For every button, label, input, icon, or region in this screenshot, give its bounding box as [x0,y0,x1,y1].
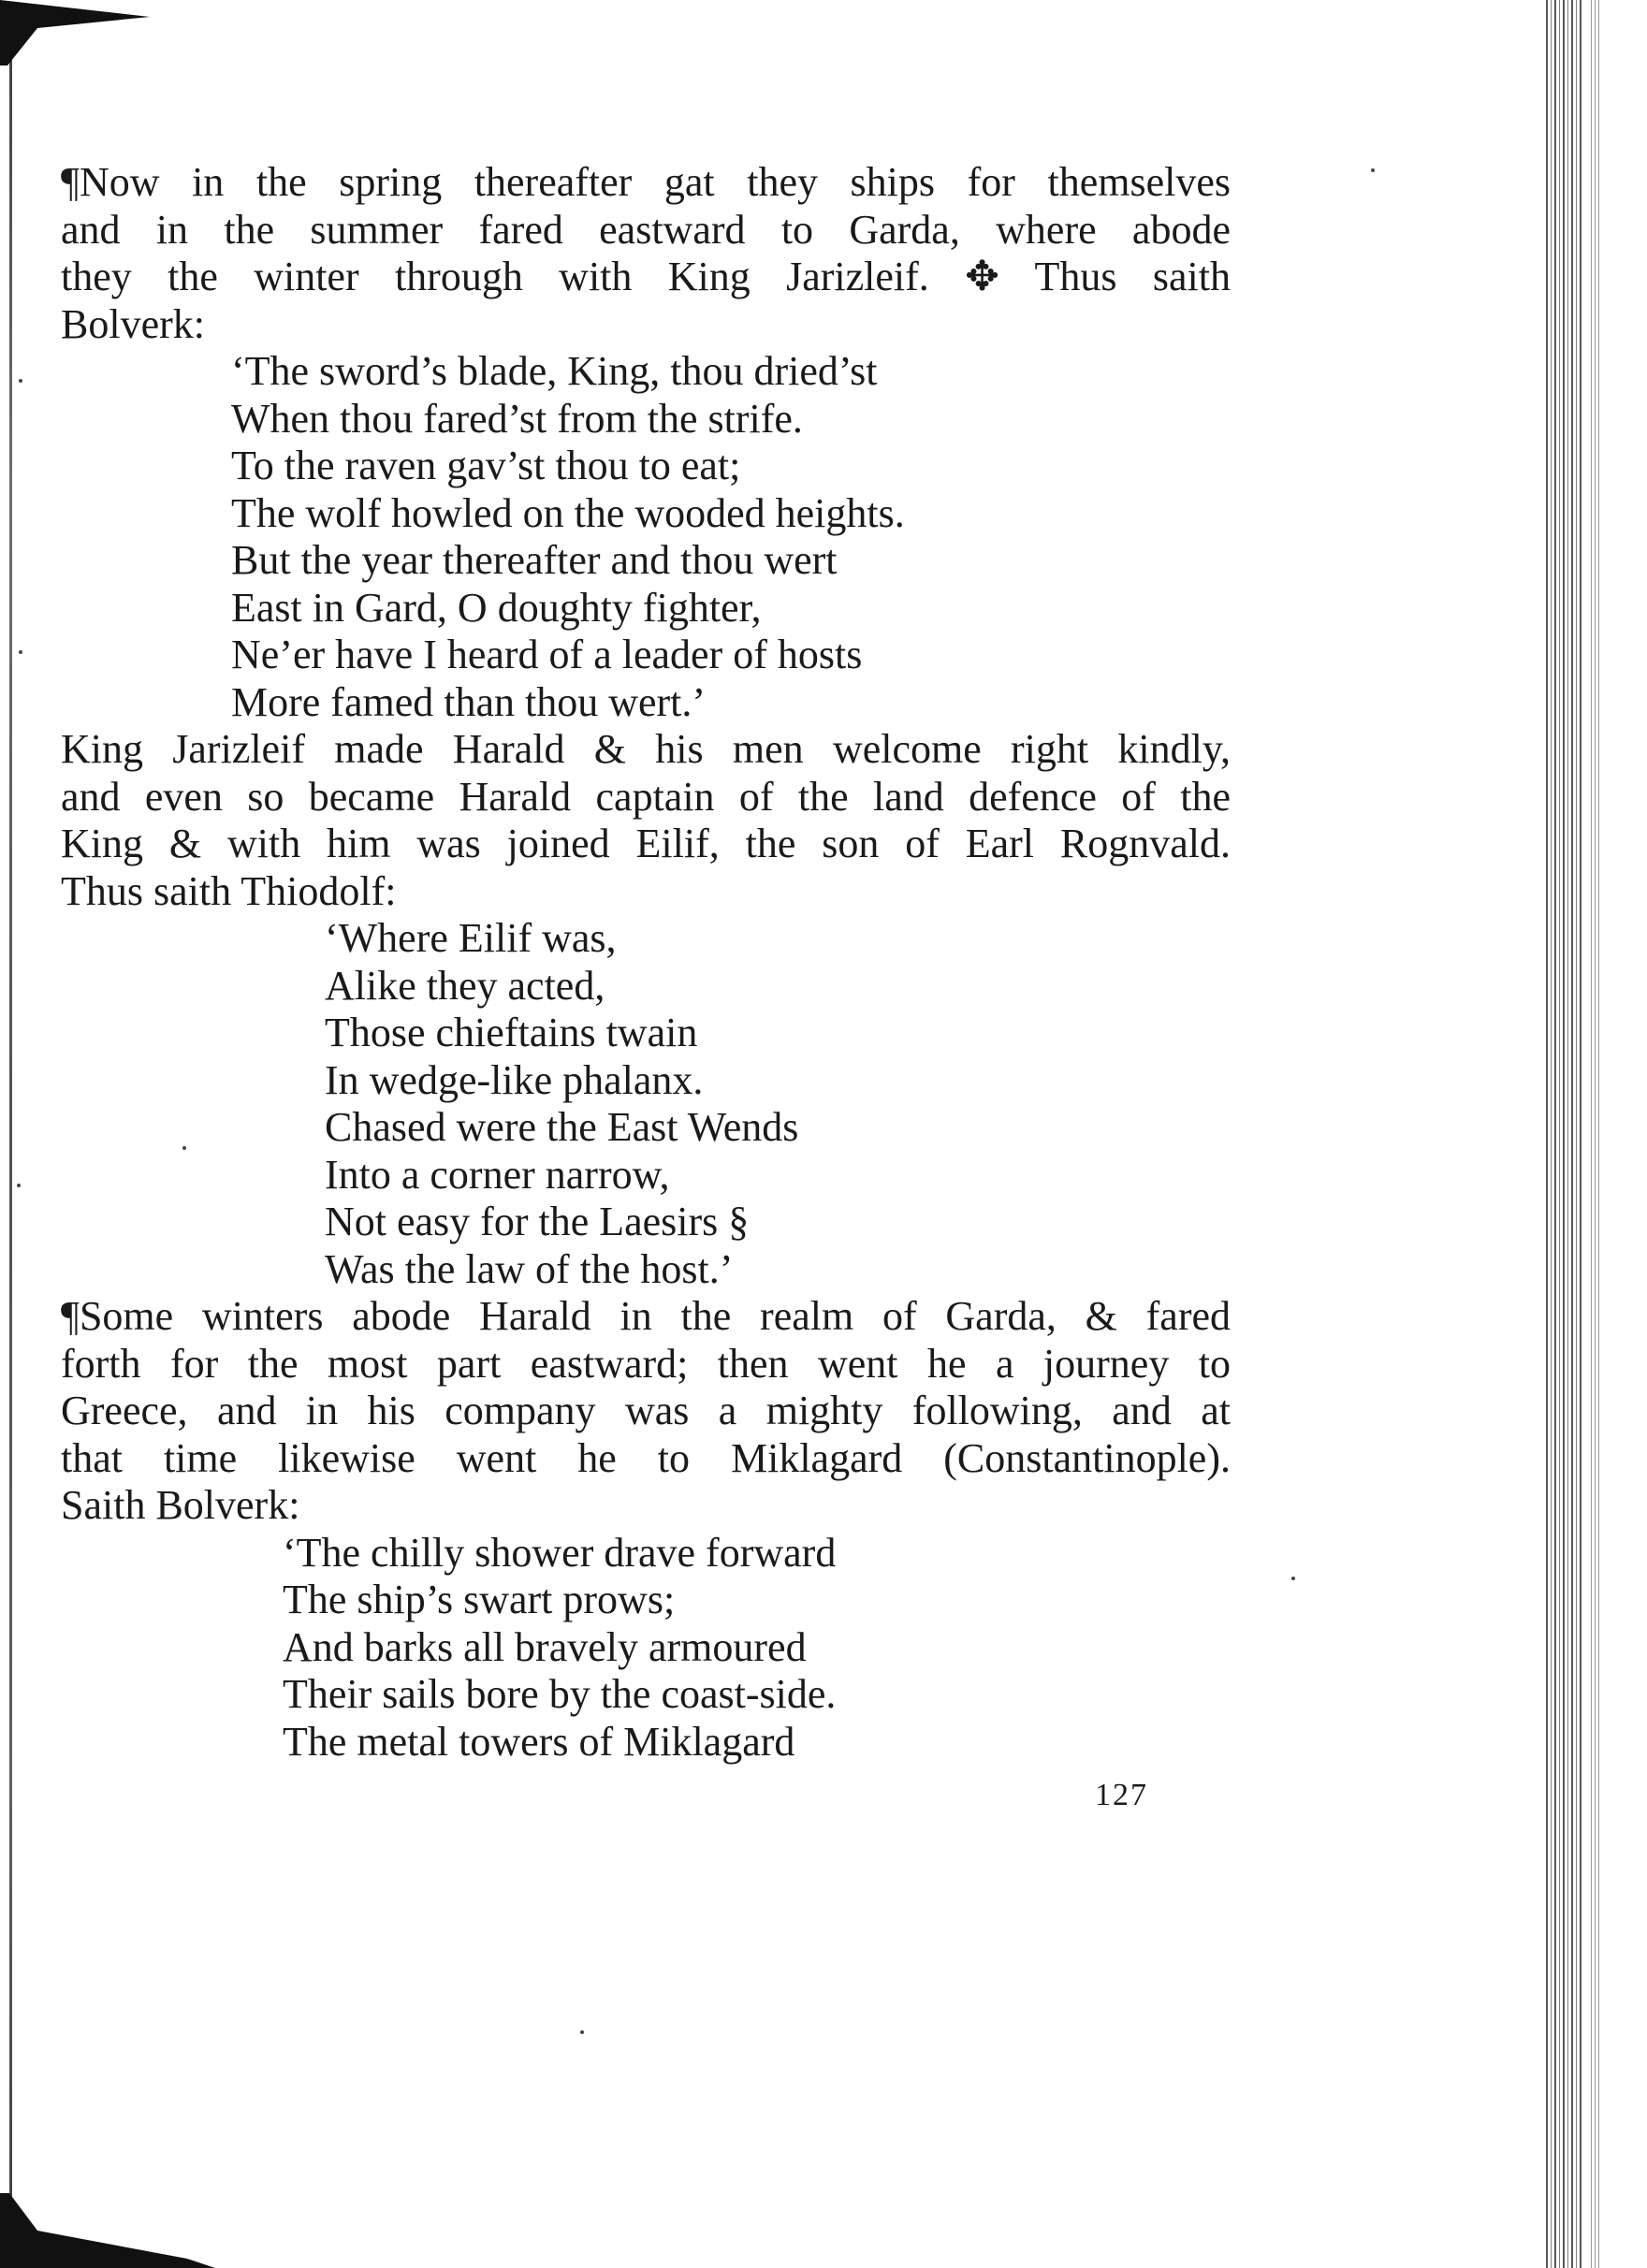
verse-line: Ne’er have I heard of a leader of hosts [231,632,863,677]
text-line: ¶Some winters abode Harald in the realm of Garda, & fared [61,1293,1231,1339]
scan-speck [19,379,22,383]
verse-line: East in Gard, O doughty fighter, [231,584,762,631]
page-text [61,159,1231,1766]
verse-line: But the year thereafter and thou wert [231,537,838,583]
verse-line: To the raven gav’st thou to eat; [231,443,741,488]
verse-line: The metal towers of Miklagard [283,1718,795,1765]
text-line: King Jarizleif made Harald & his men welcome right kindly, [61,726,1231,772]
book-binding-shadow [1591,0,1602,2268]
scan-speck [1371,168,1375,172]
verse-thiodolf [61,915,1231,1293]
paragraph-jarizleif [61,726,1231,915]
verse-line: Alike they acted, [325,962,605,1009]
verse-line: ‘Where Eilif was, [325,915,617,961]
text-line: and even so became Harald captain of the land defence of the [61,773,1231,820]
text-line: ¶Now in the spring thereafter gat they ships for themselves [61,159,1231,205]
verse-line: When thou fared’st from the strife. [231,395,803,442]
paragraph-miklagard [61,1293,1231,1530]
scan-speck [182,1146,186,1150]
text-line: Saith Bolverk: [61,1482,300,1528]
verse-line: ‘The chilly shower drave forward [283,1529,837,1576]
scan-corner-bottom [0,2184,215,2268]
verse-bolverk-2 [61,1530,1231,1766]
text-line: they the winter through with King Jarizleif. ✥ Thus saith [61,254,1231,299]
verse-line: ‘The sword’s blade, King, thou dried’st [231,348,878,394]
verse-line: Was the law of the host.’ [325,1245,734,1292]
text-line: Thus saith Thiodolf: [61,867,397,914]
text-line: Greece, and in his company was a mighty following, and at [61,1388,1231,1433]
scan-speck [19,650,22,654]
scan-speck [1291,1577,1295,1580]
scan-corner-top [0,0,150,65]
scan-left-edge [9,56,12,2217]
scan-speck [17,1184,21,1187]
verse-line: Those chieftains twain [325,1010,698,1055]
text-line: that time likewise went he to Miklagard (Constantinople). [61,1434,1231,1481]
text-line: and in the summer fared eastward to Garda, where abode [61,206,1231,253]
verse-bolverk-1 [61,348,1231,726]
verse-line: The ship’s swart prows; [283,1577,676,1622]
verse-line: Not easy for the Laesirs § [325,1199,750,1244]
verse-line: Their sails bore by the coast-side. [283,1671,837,1717]
text-line: King & with him was joined Eilif, the son of Earl Rognvald. [61,821,1231,866]
paragraph-arrival-garda [61,159,1231,348]
book-binding-edge [1546,0,1583,2268]
verse-line: In wedge-like phalanx. [325,1056,704,1103]
text-line: forth for the most part eastward; then went he a journey to [61,1340,1231,1387]
scan-speck [580,2030,584,2034]
verse-line: Into a corner narrow, [325,1151,670,1198]
verse-line: Chased were the East Wends [325,1104,799,1150]
page-number: 127 [1095,1778,1148,1812]
verse-line: And barks all bravely armoured [283,1623,807,1670]
verse-line: The wolf howled on the wooded heights. [231,489,905,536]
text-line: Bolverk: [61,300,205,347]
verse-line: More famed than thou wert.’ [231,678,707,725]
